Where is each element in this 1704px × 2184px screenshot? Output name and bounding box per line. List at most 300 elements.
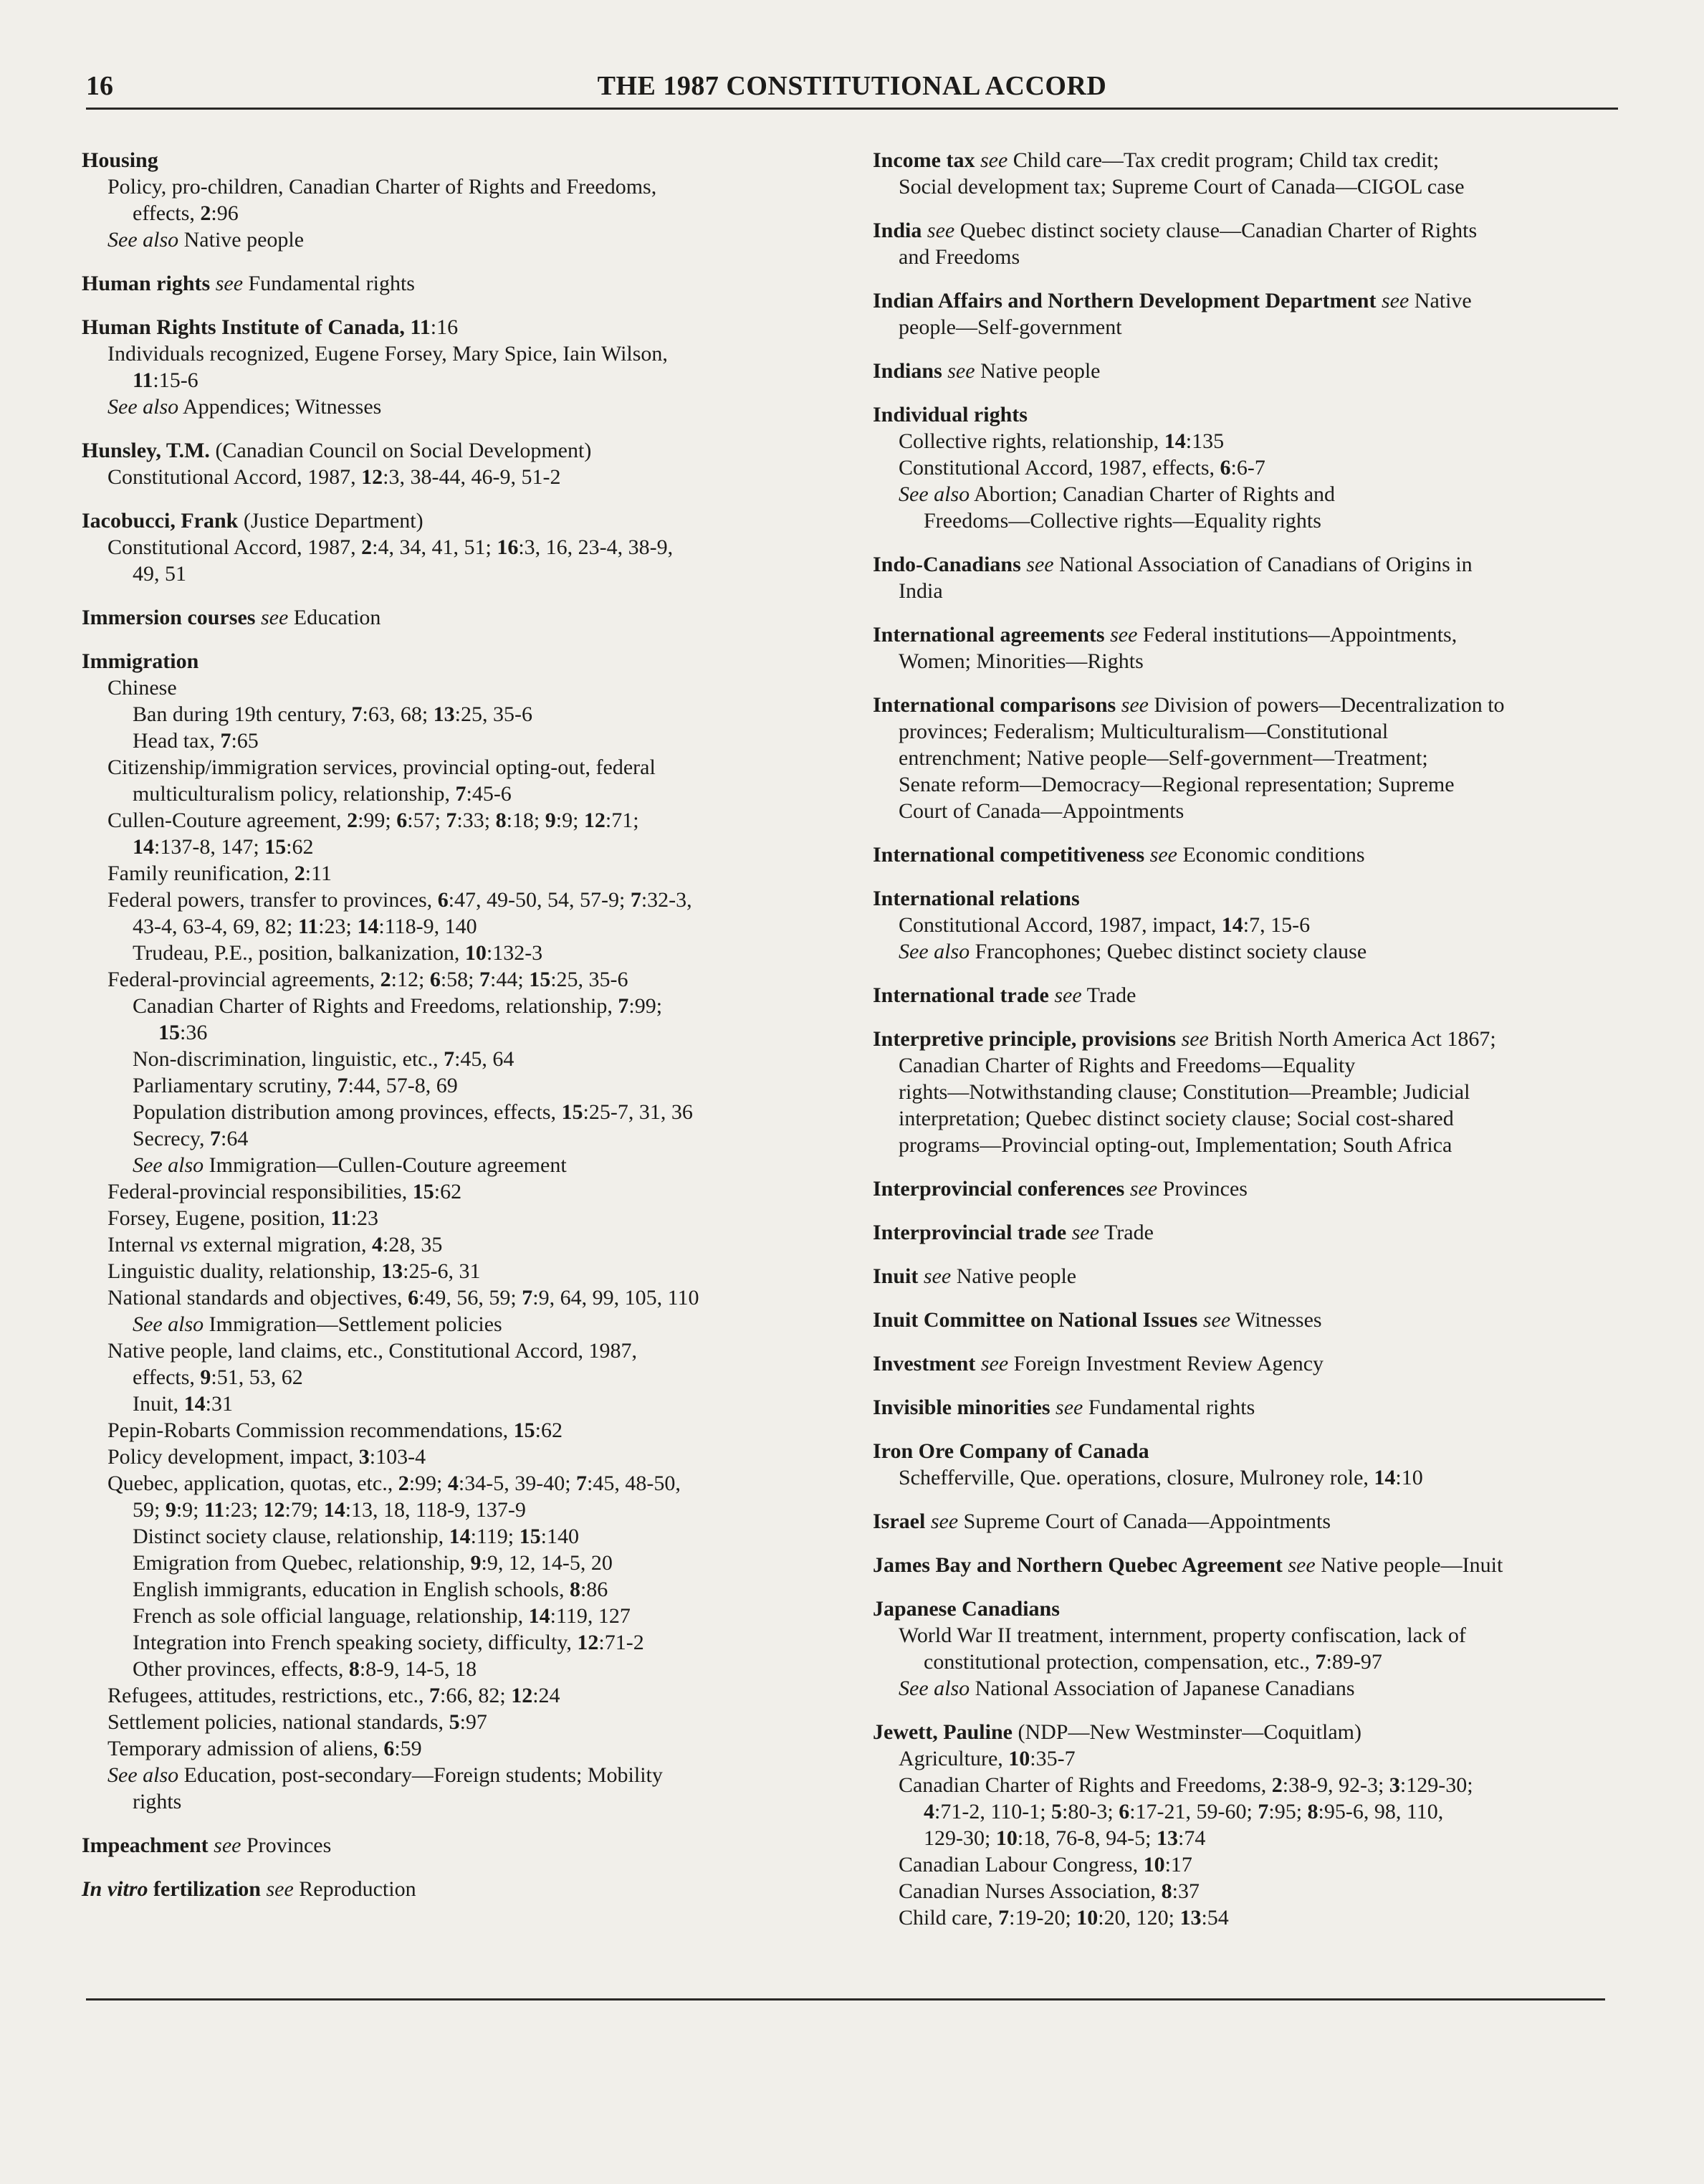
entry-text: :12; bbox=[391, 968, 430, 991]
subentry-line bbox=[82, 1444, 856, 1470]
entry-text: :44, 57-8, 69 bbox=[348, 1074, 458, 1097]
cross-reference-term: See also bbox=[133, 1312, 204, 1336]
cross-reference-term: see bbox=[1181, 1027, 1209, 1051]
entry-text: :18, 76-8, 94-5; bbox=[1017, 1826, 1157, 1850]
entry-text bbox=[255, 606, 261, 629]
subentry-line bbox=[873, 912, 1627, 938]
entry-text: Federal-provincial responsibilities, bbox=[107, 1180, 413, 1203]
subentry-line bbox=[82, 1072, 856, 1099]
entry-heading-line bbox=[82, 147, 856, 173]
bold-term: 14 bbox=[357, 915, 379, 938]
entry-text: Settlement policies, national standards, bbox=[107, 1710, 449, 1734]
subentry-line bbox=[873, 1105, 1627, 1132]
index-entry bbox=[873, 1350, 1627, 1377]
subentry-line bbox=[873, 1825, 1627, 1851]
entry-text: :71; bbox=[605, 809, 639, 832]
entry-text: Senate reform—Democracy—Regional representation; Supreme bbox=[899, 773, 1455, 796]
subentry-line bbox=[82, 1682, 856, 1709]
running-head: THE 1987 CONSTITUTIONAL ACCORD bbox=[597, 71, 1107, 101]
subentry-line bbox=[82, 340, 856, 367]
index-entry bbox=[82, 507, 856, 587]
bold-term: International trade bbox=[873, 983, 1049, 1007]
subentry-line bbox=[82, 1258, 856, 1284]
bold-term: International agreements bbox=[873, 623, 1105, 647]
bold-term: Inuit Committee on National Issues bbox=[873, 1308, 1198, 1332]
bold-term: 11 bbox=[297, 915, 319, 938]
entry-text: Constitutional Accord, 1987, impact, bbox=[899, 913, 1222, 937]
bold-term: 10 bbox=[1008, 1747, 1030, 1770]
subentry-line bbox=[82, 1099, 856, 1125]
entry-text: Provinces bbox=[1157, 1177, 1248, 1201]
index-entry bbox=[873, 1263, 1627, 1289]
entry-text: India bbox=[899, 579, 943, 603]
index-entry bbox=[873, 841, 1627, 868]
entry-text: National Association of Japanese Canadians bbox=[970, 1677, 1355, 1700]
entry-text: :62 bbox=[535, 1418, 563, 1442]
subentry-line bbox=[82, 807, 856, 834]
index-entry bbox=[82, 270, 856, 297]
bold-term: 14 bbox=[1374, 1466, 1396, 1489]
subentry-line bbox=[873, 1132, 1627, 1158]
entry-text: (Justice Department) bbox=[238, 509, 423, 533]
entry-text: :35-7 bbox=[1030, 1747, 1076, 1770]
bold-term: Human Rights Institute of Canada, 11 bbox=[82, 315, 431, 339]
entry-heading-line bbox=[873, 1026, 1627, 1052]
index-entry bbox=[873, 401, 1627, 534]
subentry-line bbox=[82, 1284, 856, 1311]
entry-text: Policy development, impact, bbox=[107, 1445, 359, 1469]
cross-reference-term: see bbox=[215, 272, 244, 295]
entry-text: :13, 18, 118-9, 137-9 bbox=[345, 1498, 526, 1522]
bold-term: 10 bbox=[464, 941, 487, 965]
bold-term: Indians bbox=[873, 359, 942, 383]
bold-term: 7 bbox=[1258, 1800, 1269, 1823]
entry-text: Individuals recognized, Eugene Forsey, Mary Spice, Iain Wilson, bbox=[107, 342, 668, 366]
subentry-line bbox=[82, 1497, 856, 1523]
entry-text: Federal institutions—Appointments, bbox=[1137, 623, 1458, 647]
entry-text: :62 bbox=[286, 835, 314, 859]
entry-text: :23 bbox=[350, 1206, 379, 1230]
entry-text: :137-8, 147; bbox=[154, 835, 265, 859]
entry-heading-line bbox=[873, 621, 1627, 648]
bold-term: 6 bbox=[1119, 1800, 1130, 1823]
entry-text: people—Self-government bbox=[899, 315, 1122, 339]
bold-term: Inuit bbox=[873, 1264, 919, 1288]
bold-term: Invisible minorities bbox=[873, 1396, 1050, 1419]
subentry-line bbox=[82, 1656, 856, 1682]
bold-term: 3 bbox=[358, 1445, 370, 1469]
entry-text: 129-30; bbox=[924, 1826, 996, 1850]
entry-text: British North America Act 1867; bbox=[1208, 1027, 1496, 1051]
bold-term: 13 bbox=[1179, 1906, 1202, 1930]
entry-text: Federal-provincial agreements, bbox=[107, 968, 380, 991]
bold-term: 7 bbox=[220, 729, 231, 753]
subentry-line bbox=[82, 1629, 856, 1656]
entry-text: :47, 49-50, 54, 57-9; bbox=[448, 888, 631, 912]
subentry-line bbox=[82, 966, 856, 993]
entry-text: Trudeau, P.E., position, balkanization, bbox=[133, 941, 465, 965]
index-entry bbox=[82, 314, 856, 420]
entry-text: Witnesses bbox=[1230, 1308, 1322, 1332]
entry-text bbox=[1050, 1396, 1056, 1419]
entry-text: Constitutional Accord, 1987, bbox=[107, 535, 362, 559]
index-entry bbox=[873, 1219, 1627, 1246]
entry-text: programs—Provincial opting-out, Implementation; South Africa bbox=[899, 1133, 1452, 1157]
bold-term: Iacobucci, Frank bbox=[82, 509, 239, 533]
entry-text: National Association of Canadians of Origins in bbox=[1053, 553, 1473, 576]
bold-term: Indo-Canadians bbox=[873, 553, 1021, 576]
bold-term: 2 bbox=[380, 968, 391, 991]
bold-term: Income tax bbox=[873, 148, 975, 172]
bold-term: Immigration bbox=[82, 649, 199, 673]
entry-text: :99; bbox=[408, 1472, 448, 1495]
entry-text: provinces; Federalism; Multiculturalism—Constitutional bbox=[899, 720, 1389, 743]
index-entry bbox=[873, 1596, 1627, 1702]
entry-text: :95; bbox=[1268, 1800, 1308, 1823]
cross-reference-term: See also bbox=[107, 1763, 179, 1787]
entry-text: :4, 34, 41, 51; bbox=[372, 535, 497, 559]
subentry-line bbox=[873, 578, 1627, 604]
bold-term: 12 bbox=[511, 1684, 533, 1707]
subentry-line bbox=[873, 771, 1627, 798]
entry-text: Chinese bbox=[107, 676, 177, 700]
bold-term: 7 bbox=[337, 1074, 348, 1097]
bold-term: 10 bbox=[995, 1826, 1018, 1850]
entry-text: :51, 53, 62 bbox=[211, 1365, 303, 1389]
entry-text: :63, 68; bbox=[362, 702, 434, 726]
subentry-line bbox=[873, 244, 1627, 270]
subentry-line bbox=[82, 1178, 856, 1205]
index-entry bbox=[873, 621, 1627, 674]
index-entry bbox=[873, 692, 1627, 824]
bold-term: 6 bbox=[429, 968, 441, 991]
subentry-line bbox=[82, 1470, 856, 1497]
bold-term: Interprovincial conferences bbox=[873, 1177, 1125, 1201]
index-entry bbox=[82, 604, 856, 631]
entry-heading-line bbox=[873, 147, 1627, 173]
entry-text: French as sole official language, relationship, bbox=[133, 1604, 529, 1628]
entry-text: 49, 51 bbox=[133, 562, 186, 586]
cross-reference-term: see bbox=[1288, 1553, 1316, 1577]
entry-text: Canadian Nurses Association, bbox=[899, 1879, 1162, 1903]
entry-text: :17-21, 59-60; bbox=[1129, 1800, 1258, 1823]
subentry-line bbox=[82, 200, 856, 226]
subentry-line bbox=[82, 1337, 856, 1364]
entry-text: :23; bbox=[318, 915, 358, 938]
entry-text: Family reunification, bbox=[107, 862, 295, 885]
entry-text: :58; bbox=[440, 968, 480, 991]
entry-text: Quebec distinct society clause—Canadian Charter of Rights bbox=[954, 219, 1478, 242]
bold-term: 9 bbox=[470, 1551, 482, 1575]
cross-reference-term: see bbox=[214, 1833, 241, 1857]
entry-text: Fundamental rights bbox=[1083, 1396, 1255, 1419]
subentry-line bbox=[82, 534, 856, 561]
entry-heading-line bbox=[82, 314, 856, 340]
entry-text: :28, 35 bbox=[383, 1233, 443, 1256]
entry-text bbox=[1105, 623, 1111, 647]
subentry-line bbox=[82, 1417, 856, 1444]
entry-text bbox=[1124, 1177, 1130, 1201]
subentry-line bbox=[82, 173, 856, 200]
subentry-line bbox=[82, 1576, 856, 1603]
cross-reference-term: See also bbox=[107, 228, 179, 252]
entry-heading-line bbox=[82, 270, 856, 297]
entry-text: World War II treatment, internment, property confiscation, lack of bbox=[899, 1623, 1466, 1647]
entry-text: :45, 64 bbox=[454, 1047, 514, 1071]
entry-text: Inuit, bbox=[133, 1392, 184, 1416]
subentry-line bbox=[82, 1311, 856, 1337]
entry-text: 43-4, 63-4, 69, 82; bbox=[133, 915, 298, 938]
entry-text: Child care—Tax credit program; Child tax credit; bbox=[1007, 148, 1440, 172]
subentry-line bbox=[873, 798, 1627, 824]
bold-term: 14 bbox=[133, 835, 154, 859]
subentry-line bbox=[873, 481, 1627, 507]
index-entry bbox=[873, 1719, 1627, 1931]
bold-term: 8 bbox=[1161, 1879, 1172, 1903]
entry-text: Policy, pro-children, Canadian Charter of Rights and Freedoms, bbox=[107, 175, 657, 199]
entry-text bbox=[925, 1510, 931, 1533]
subentry-line bbox=[873, 1052, 1627, 1079]
entry-text: :80-3; bbox=[1062, 1800, 1119, 1823]
subentry-line bbox=[873, 1878, 1627, 1904]
subentry-line bbox=[82, 1205, 856, 1231]
subentry-line bbox=[873, 1772, 1627, 1798]
entry-text: :135 bbox=[1185, 429, 1225, 453]
index-entry bbox=[873, 1176, 1627, 1202]
cross-reference-term: See also bbox=[133, 1153, 204, 1177]
entry-text: Trade bbox=[1099, 1221, 1154, 1244]
bold-term: Individual rights bbox=[873, 403, 1028, 426]
subentry-line bbox=[82, 887, 856, 913]
bold-term: 14 bbox=[528, 1604, 550, 1628]
subentry-line bbox=[873, 1798, 1627, 1825]
cross-reference-term: see bbox=[923, 1264, 952, 1288]
entry-text: :45, 48-50, bbox=[587, 1472, 681, 1495]
cross-reference-term: see bbox=[1110, 623, 1138, 647]
entry-text: Constitutional Accord, 1987, effects, bbox=[899, 456, 1220, 480]
entry-text: :8-9, 14-5, 18 bbox=[359, 1657, 477, 1681]
index-entry bbox=[873, 217, 1627, 270]
subentry-line bbox=[873, 1675, 1627, 1702]
entry-text: :25-6, 31 bbox=[403, 1259, 481, 1283]
bold-term: 14 bbox=[449, 1525, 471, 1548]
entry-text: Canadian Charter of Rights and Freedoms—Equality bbox=[899, 1054, 1356, 1077]
entry-text: :119; bbox=[470, 1525, 520, 1548]
bold-term: International relations bbox=[873, 887, 1080, 910]
subentry-line bbox=[873, 314, 1627, 340]
entry-text: Constitutional Accord, 1987, bbox=[107, 465, 362, 489]
entry-text: :9, 64, 99, 105, 110 bbox=[532, 1286, 699, 1310]
subentry-line bbox=[82, 226, 856, 253]
entry-heading-line bbox=[873, 1394, 1627, 1421]
entry-text bbox=[975, 1352, 981, 1375]
entry-text: rights—Notwithstanding clause; Constitution—Preamble; Judicial bbox=[899, 1080, 1470, 1104]
bold-term: 7 bbox=[1315, 1650, 1326, 1674]
bold-term: Jewett, Pauline bbox=[873, 1720, 1013, 1744]
bold-term: 2 bbox=[1271, 1773, 1283, 1797]
entry-text: :36 bbox=[180, 1021, 208, 1044]
index-entry bbox=[873, 885, 1627, 965]
entry-text: :54 bbox=[1201, 1906, 1229, 1930]
entry-text: Schefferville, Que. operations, closure, Mulroney role, bbox=[899, 1466, 1374, 1489]
entry-heading-line bbox=[82, 648, 856, 674]
entry-text: English immigrants, education in English schools, bbox=[133, 1578, 570, 1601]
subentry-line bbox=[82, 464, 856, 490]
entry-text: :66, 82; bbox=[440, 1684, 512, 1707]
bold-term: 8 bbox=[348, 1657, 360, 1681]
bold-term: 7 bbox=[210, 1127, 221, 1150]
entry-text: :97 bbox=[459, 1710, 487, 1734]
bold-term: James Bay and Northern Quebec Agreement bbox=[873, 1553, 1283, 1577]
bold-term: Iron Ore Company of Canada bbox=[873, 1439, 1149, 1463]
entry-heading-line bbox=[873, 692, 1627, 718]
entry-text: Native people, land claims, etc., Constitutional Accord, 1987, bbox=[107, 1339, 637, 1363]
entry-text: Secrecy, bbox=[133, 1127, 210, 1150]
entry-heading-line bbox=[82, 604, 856, 631]
cross-reference-term: see bbox=[1149, 843, 1177, 867]
index-entry bbox=[873, 287, 1627, 340]
entry-text: National standards and objectives, bbox=[107, 1286, 408, 1310]
entry-text bbox=[918, 1264, 924, 1288]
entry-text: Head tax, bbox=[133, 729, 221, 753]
entry-text: Ban during 19th century, bbox=[133, 702, 352, 726]
entry-text: Education, post-secondary—Foreign students; Mobility bbox=[178, 1763, 663, 1787]
entry-text: Linguistic duality, relationship, bbox=[107, 1259, 382, 1283]
index-entry bbox=[82, 147, 856, 253]
entry-text: :64 bbox=[221, 1127, 249, 1150]
entry-text: Native people bbox=[975, 359, 1101, 383]
entry-text: Appendices; Witnesses bbox=[178, 395, 382, 419]
subentry-line bbox=[873, 1622, 1627, 1649]
entry-heading-line bbox=[873, 1176, 1627, 1202]
entry-text: Agriculture, bbox=[899, 1747, 1009, 1770]
entry-text: Trade bbox=[1081, 983, 1136, 1007]
subentry-line bbox=[82, 1762, 856, 1788]
entry-text: interpretation; Quebec distinct society clause; Social cost-shared bbox=[899, 1107, 1454, 1130]
bold-term: fertilization bbox=[148, 1877, 261, 1901]
subentry-line bbox=[82, 1231, 856, 1258]
entry-heading-line bbox=[873, 1438, 1627, 1464]
subentry-line bbox=[82, 394, 856, 420]
entry-text: Internal bbox=[107, 1233, 180, 1256]
subentry-line bbox=[82, 1019, 856, 1046]
bold-term: 15 bbox=[529, 968, 551, 991]
entry-text: 59; bbox=[133, 1498, 166, 1522]
entry-text: :129-30; bbox=[1399, 1773, 1473, 1797]
entry-text bbox=[1066, 1221, 1072, 1244]
subentry-line bbox=[82, 674, 856, 701]
subentry-line bbox=[82, 1125, 856, 1152]
entry-text: :25, 35-6 bbox=[454, 702, 532, 726]
entry-text: Canadian Charter of Rights and Freedoms, bbox=[899, 1773, 1272, 1797]
bold-term: 14 bbox=[183, 1392, 206, 1416]
bold-term: 13 bbox=[381, 1259, 403, 1283]
bold-term: 15 bbox=[561, 1100, 583, 1124]
entry-text: Provinces bbox=[241, 1833, 332, 1857]
bold-term: 11 bbox=[204, 1498, 225, 1522]
entry-text: Native bbox=[1409, 289, 1472, 313]
subentry-line bbox=[873, 1079, 1627, 1105]
entry-heading-line bbox=[873, 1508, 1627, 1535]
subentry-line bbox=[873, 173, 1627, 200]
index-entry bbox=[873, 358, 1627, 384]
bold-term: 9 bbox=[545, 809, 556, 832]
bold-term: 2 bbox=[398, 1472, 409, 1495]
entry-text: Women; Minorities—Rights bbox=[899, 649, 1144, 673]
entry-text: :16 bbox=[430, 315, 459, 339]
entry-text: :71-2, 110-1; bbox=[934, 1800, 1052, 1823]
bold-term: 15 bbox=[158, 1021, 180, 1044]
entry-text: Non-discrimination, linguistic, etc., bbox=[133, 1047, 444, 1071]
entry-heading-line bbox=[873, 401, 1627, 428]
entry-heading-line bbox=[82, 1876, 856, 1902]
entry-text: :23; bbox=[224, 1498, 264, 1522]
bold-term: 7 bbox=[998, 1906, 1010, 1930]
bold-term: 7 bbox=[429, 1684, 441, 1707]
entry-heading-line bbox=[873, 1350, 1627, 1377]
entry-text: Other provinces, effects, bbox=[133, 1657, 349, 1681]
cross-reference-term: see bbox=[1054, 983, 1082, 1007]
bold-term: 14 bbox=[323, 1498, 345, 1522]
entry-heading-line bbox=[82, 437, 856, 464]
bold-term: 12 bbox=[583, 809, 606, 832]
bold-term: Immersion courses bbox=[82, 606, 256, 629]
entry-text: :44; bbox=[490, 968, 530, 991]
cross-reference-term: vs bbox=[179, 1233, 198, 1256]
subentry-line bbox=[82, 754, 856, 781]
bold-term: 7 bbox=[576, 1472, 588, 1495]
cross-reference-term: see bbox=[927, 219, 955, 242]
entry-text: Immigration—Settlement policies bbox=[204, 1312, 502, 1336]
entry-heading-line bbox=[873, 1263, 1627, 1289]
cross-reference-term: see bbox=[1381, 289, 1409, 313]
bold-term: 2 bbox=[361, 535, 373, 559]
cross-reference-term: see bbox=[1202, 1308, 1231, 1332]
entry-text bbox=[1116, 693, 1121, 717]
bold-term: 11 bbox=[133, 368, 153, 392]
bold-term: 5 bbox=[1051, 1800, 1063, 1823]
subentry-line bbox=[873, 1904, 1627, 1931]
entry-heading-line bbox=[873, 1552, 1627, 1578]
bold-term: 16 bbox=[497, 535, 519, 559]
bold-term: 7 bbox=[522, 1286, 533, 1310]
entry-text: :57; bbox=[407, 809, 446, 832]
entry-text: Economic conditions bbox=[1177, 843, 1365, 867]
bold-term: Impeachment bbox=[82, 1833, 209, 1857]
bold-term: Housing bbox=[82, 148, 158, 172]
entry-text: :11 bbox=[305, 862, 332, 885]
entry-text: (Canadian Council on Social Development) bbox=[209, 439, 592, 462]
entry-text bbox=[975, 148, 980, 172]
entry-heading-line bbox=[82, 507, 856, 534]
bold-term: 2 bbox=[347, 809, 358, 832]
bold-term: 6 bbox=[396, 809, 408, 832]
entry-text: Collective rights, relationship, bbox=[899, 429, 1164, 453]
bold-term: 12 bbox=[577, 1631, 599, 1654]
bold-term: 5 bbox=[449, 1710, 460, 1734]
index-entry bbox=[873, 147, 1627, 200]
entry-text: :9; bbox=[555, 809, 584, 832]
entry-text: Abortion; Canadian Charter of Rights and bbox=[970, 482, 1336, 506]
bold-term: 6 bbox=[1220, 456, 1231, 480]
subentry-line bbox=[873, 1464, 1627, 1491]
entry-text: Pepin-Robarts Commission recommendations, bbox=[107, 1418, 514, 1442]
entry-text: Emigration from Quebec, relationship, bbox=[133, 1551, 471, 1575]
entry-text: Native people bbox=[951, 1264, 1077, 1288]
entry-text bbox=[210, 272, 216, 295]
bold-term: 7 bbox=[618, 994, 629, 1018]
cross-reference-term: see bbox=[1056, 1396, 1083, 1419]
